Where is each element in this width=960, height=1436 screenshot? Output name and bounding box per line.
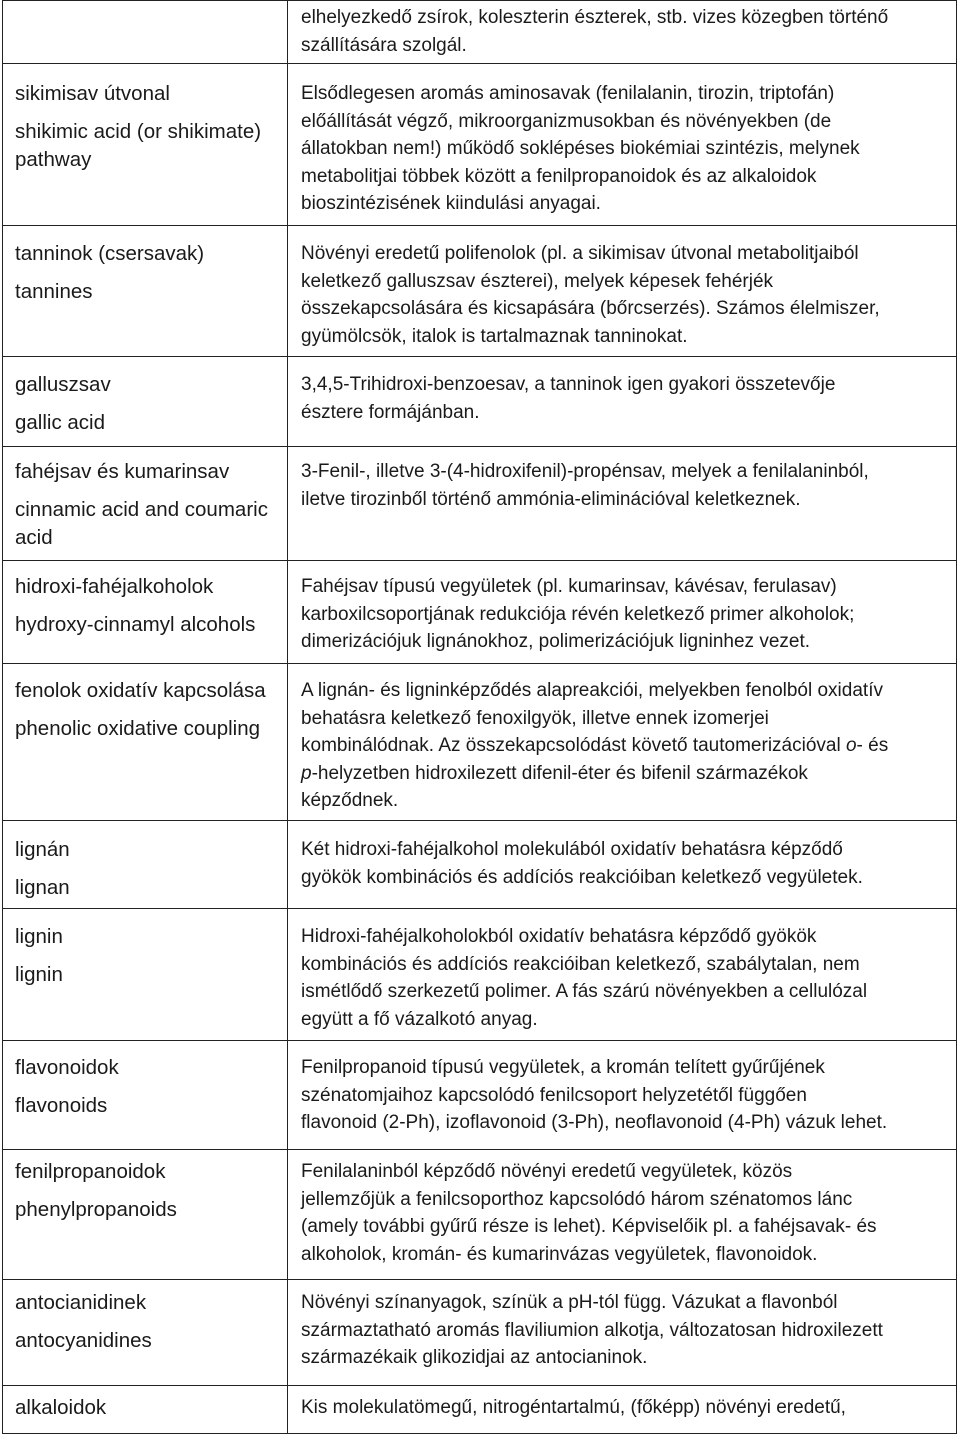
definition-line: származtatható aromás flaviliumion alkotja, változatosan hidroxilezett xyxy=(301,1319,883,1341)
term-en: hydroxy-cinnamyl alcohols xyxy=(15,613,256,636)
definition-line xyxy=(301,732,951,760)
term-en: flavonoids xyxy=(15,1094,108,1117)
para-italic: p xyxy=(301,762,312,784)
term-hu: sikimisav útvonal xyxy=(15,82,170,105)
definition-line: karboxilcsoportjának redukciója révén keletkező primer alkoholok; xyxy=(301,603,855,625)
term-en: phenylpropanoids xyxy=(15,1198,177,1221)
definition-line: Kis molekulatömegű, nitrogéntartalmú, (főképp) növényi eredetű, xyxy=(301,1397,846,1418)
term-en-cont: acid xyxy=(15,526,53,549)
term-cell xyxy=(3,1,288,64)
term-hu: fenolok oxidatív kapcsolása xyxy=(15,679,266,702)
term-hu: fenilpropanoidok xyxy=(15,1160,166,1183)
definition-line: 3,4,5-Trihidroxi-benzoesav, a tanninok igen gyakori összetevője xyxy=(301,374,836,395)
definition-fragment: - és xyxy=(856,735,889,756)
definition-line: kombinációs és addíciós reakcióiban keletkező, szabálytalan, nem xyxy=(301,953,860,975)
definition-line: állatokban nem!) működő soklépéses biokémiai szintézis, melynek xyxy=(301,138,860,159)
term-hu: alkaloidok xyxy=(15,1396,107,1419)
definition-line: dimerizációjuk lignánokhoz, polimerizációjuk ligninhez vezet. xyxy=(301,631,811,652)
definition-text xyxy=(301,371,951,426)
definition-text xyxy=(301,1394,951,1422)
definition-line: észtere formájánban. xyxy=(301,401,480,423)
term-en: lignan xyxy=(15,876,70,899)
definition-line: jellemzőjük a fenilcsoporthoz kapcsolódó három szénatomos lánc xyxy=(301,1188,853,1210)
definition-line: származékaik glikozidjai az antocianinok. xyxy=(301,1347,648,1368)
definition-line: behatásra keletkező fenoxilgyök, illetve ennek izomerjei xyxy=(301,707,769,729)
definition-text xyxy=(301,677,951,815)
definition-text xyxy=(301,240,951,350)
definition-line: iletve tirozinből történő ammónia-eliminációval keletkeznek. xyxy=(301,488,801,510)
term-en: cinnamic acid and coumaric xyxy=(15,498,268,521)
definition-line: Növényi eredetű polifenolok (pl. a sikimisav útvonal metabolitjaiból xyxy=(301,243,859,264)
definition-line: elhelyezkedő zsírok, koleszterin észterek, stb. vizes közegben történő xyxy=(301,7,889,28)
term-en: lignin xyxy=(15,963,63,986)
term-en-cont: pathway xyxy=(15,148,92,171)
definition-text xyxy=(301,4,951,59)
definition-line: Fenilalaninból képződő növényi eredetű vegyületek, közös xyxy=(301,1161,793,1182)
definition-text xyxy=(301,836,951,891)
definition-text xyxy=(301,80,951,218)
term-hu: lignin xyxy=(15,925,63,948)
term-hu: antocianidinek xyxy=(15,1291,147,1314)
term-hu: flavonoidok xyxy=(15,1056,119,1079)
definition-line: Fenilpropanoid típusú vegyületek, a kromán telített gyűrűjének xyxy=(301,1057,825,1078)
definition-line: összekapcsolására és kicsapására (bőrcserzés). Számos élelmiszer, xyxy=(301,298,880,319)
term-hu: fahéjsav és kumarinsav xyxy=(15,460,230,483)
definition-line: bioszintézisének kiindulási anyagai. xyxy=(301,193,601,214)
definition-text xyxy=(301,1054,951,1137)
definition-line: Két hidroxi-fahéjalkohol molekulából oxidatív behatásra képződő xyxy=(301,839,843,860)
definition-line: szállítására szolgál. xyxy=(301,34,467,56)
definition-line: Fahéjsav típusú vegyületek (pl. kumarinsav, kávésav, ferulasav) xyxy=(301,576,837,597)
definition-text xyxy=(301,458,951,513)
term-hu: galluszsav xyxy=(15,373,111,396)
definition-line: gyökök kombinációs és addíciós reakcióiban keletkező vegyületek. xyxy=(301,866,863,888)
definition-line: Elsődlegesen aromás aminosavak (fenilalanin, tirozin, triptofán) xyxy=(301,83,835,104)
definition-line: szénatomjaihoz kapcsolódó fenilcsoport helyzetétől függően xyxy=(301,1084,807,1106)
definition-text xyxy=(301,1158,951,1268)
definition-line: (amely további gyűrű része is lehet). Képviselőik pl. a fahéjsavak- és xyxy=(301,1216,877,1237)
definition-text xyxy=(301,573,951,656)
term-en: phenolic oxidative coupling xyxy=(15,717,261,740)
definition-line: Hidroxi-fahéjalkoholokból oxidatív behatásra képződő gyökök xyxy=(301,926,817,947)
term-hu: hidroxi-fahéjalkoholok xyxy=(15,575,214,598)
definition-line: A lignán- és ligninképződés alapreakciói, melyekben fenolból oxidatív xyxy=(301,680,883,701)
definition-line: keletkező galluszsav észterei), melyek képesek fehérjék xyxy=(301,270,774,292)
definition-text xyxy=(301,923,951,1033)
term-en: antocyanidines xyxy=(15,1329,152,1352)
definition-text xyxy=(301,1289,951,1372)
term-hu: tanninok (csersavak) xyxy=(15,242,205,265)
definition-line: Növényi színanyagok, színük a pH-tól függ. Vázukat a flavonból xyxy=(301,1292,838,1313)
definition-line: alkoholok, kromán- és kumarinvázas vegyületek, flavonoidok. xyxy=(301,1243,818,1265)
ortho-italic: o xyxy=(845,735,857,756)
term-hu: lignán xyxy=(15,838,70,861)
definition-line: metabolitjai többek között a fenilpropanoidok és az alkaloidok xyxy=(301,165,817,187)
definition-fragment: -helyzetben hidroxilezett difenil-éter és bifenil származékok xyxy=(311,762,808,784)
definition-line xyxy=(301,760,951,788)
definition-line: flavonoid (2-Ph), izoflavonoid (3-Ph), neoflavonoid (4-Ph) vázuk lehet. xyxy=(301,1112,888,1133)
definition-line: ismétlődő szerkezetű polimer. A fás szárú növényekben a cellulózal xyxy=(301,981,868,1002)
definition-fragment: kombinálódnak. Az összekapcsolódást követő tautomerizációval xyxy=(301,735,846,756)
term-en: gallic acid xyxy=(15,411,106,434)
definition-line: 3-Fenil-, illetve 3-(4-hidroxifenil)-propénsav, melyek a fenilalaninból, xyxy=(301,461,869,482)
term-en: tannines xyxy=(15,280,93,303)
definition-line: gyümölcsök, italok is tartalmaznak tanninokat. xyxy=(301,325,688,347)
term-en: shikimic acid (or shikimate) xyxy=(15,120,262,143)
definition-line: együtt a fő vázalkotó anyag. xyxy=(301,1008,538,1030)
definition-line: előállítását végző, mikroorganizmusokban és növényekben (de xyxy=(301,110,832,132)
definition-line: képződnek. xyxy=(301,790,399,811)
